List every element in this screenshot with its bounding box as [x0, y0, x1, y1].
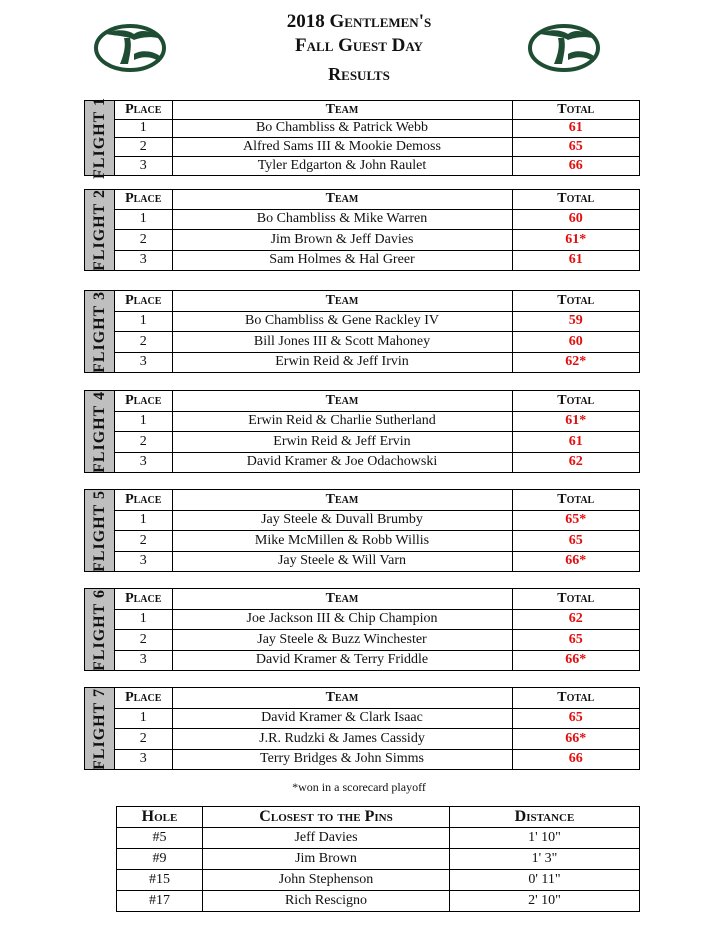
- total-cell: 65: [512, 530, 639, 551]
- flight-label: FLIGHT 2: [90, 189, 108, 271]
- team-header: Team: [172, 688, 512, 708]
- result-row: [115, 411, 639, 431]
- total-header: Total: [512, 391, 639, 411]
- team-cell: Erwin Reid & Jeff Ervin: [172, 431, 512, 452]
- flight-label-band: [85, 688, 115, 769]
- flight-label: FLIGHT 6: [90, 588, 108, 671]
- team-cell: Bo Chambliss & Patrick Webb: [172, 119, 512, 137]
- flight-label-band: [85, 589, 115, 670]
- team-header: Team: [172, 291, 512, 311]
- total-cell: 66: [512, 156, 639, 175]
- team-cell: David Kramer & Joe Odachowski: [172, 452, 512, 472]
- header-row: [115, 688, 639, 708]
- total-cell: 61*: [512, 411, 639, 431]
- place-header: Place: [115, 490, 172, 510]
- place-cell: 1: [115, 209, 172, 229]
- closest-to-pin-table: [116, 806, 640, 912]
- flight-label-band: [85, 190, 115, 270]
- total-header: Total: [512, 101, 639, 119]
- total-cell: 62: [512, 609, 639, 629]
- result-row: [115, 156, 639, 175]
- team-cell: Jay Steele & Duvall Brumby: [172, 510, 512, 530]
- team-cell: Alfred Sams III & Mookie Demoss: [172, 137, 512, 156]
- total-cell: 65*: [512, 510, 639, 530]
- place-header: Place: [115, 589, 172, 609]
- flight-1-table: [84, 97, 640, 179]
- total-cell: 61: [512, 431, 639, 452]
- team-cell: Erwin Reid & Jeff Irvin: [172, 352, 512, 372]
- result-row: [115, 352, 639, 372]
- total-header: Total: [512, 589, 639, 609]
- result-row: [115, 530, 639, 551]
- total-header: Total: [512, 688, 639, 708]
- team-cell: Joe Jackson III & Chip Champion: [172, 609, 512, 629]
- player-cell: Jeff Davies: [203, 828, 450, 849]
- header-row: [115, 490, 639, 510]
- total-cell: 59: [512, 311, 639, 331]
- closest-name-header: Closest to the Pins: [203, 807, 450, 828]
- place-cell: 2: [115, 229, 172, 250]
- team-header: Team: [172, 190, 512, 209]
- team-cell: David Kramer & Clark Isaac: [172, 708, 512, 728]
- distance-cell: 2' 10": [450, 891, 640, 912]
- flight-results: [115, 391, 639, 472]
- place-cell: 2: [115, 137, 172, 156]
- flight-3-table: [84, 290, 640, 373]
- flight-results: [115, 688, 639, 769]
- result-row: [115, 629, 639, 650]
- flight-label: FLIGHT 7: [90, 687, 108, 770]
- total-cell: 66*: [512, 728, 639, 749]
- team-cell: Bill Jones III & Scott Mahoney: [172, 331, 512, 352]
- result-row: [115, 431, 639, 452]
- closest-row: [117, 828, 640, 849]
- header-row: [115, 391, 639, 411]
- place-header: Place: [115, 688, 172, 708]
- title-line-1: 2018 Gentlemen's: [286, 11, 432, 32]
- flight-label: FLIGHT 5: [90, 489, 108, 572]
- flight-2-table: [84, 189, 640, 271]
- place-cell: 1: [115, 609, 172, 629]
- team-header: Team: [172, 589, 512, 609]
- flight-label: FLIGHT 4: [90, 390, 108, 473]
- total-header: Total: [512, 490, 639, 510]
- flight-label-band: [85, 391, 115, 472]
- total-cell: 65: [512, 708, 639, 728]
- result-row: [115, 119, 639, 137]
- place-cell: 1: [115, 311, 172, 331]
- team-cell: Bo Chambliss & Gene Rackley IV: [172, 311, 512, 331]
- team-cell: Jim Brown & Jeff Davies: [172, 229, 512, 250]
- place-cell: 3: [115, 551, 172, 571]
- team-cell: J.R. Rudzki & James Cassidy: [172, 728, 512, 749]
- place-cell: 1: [115, 708, 172, 728]
- hole-cell: #5: [117, 828, 203, 849]
- team-cell: Mike McMillen & Robb Willis: [172, 530, 512, 551]
- result-row: [115, 229, 639, 250]
- total-cell: 61: [512, 119, 639, 137]
- result-row: [115, 331, 639, 352]
- place-cell: 1: [115, 510, 172, 530]
- team-cell: Terry Bridges & John Simms: [172, 749, 512, 769]
- flight-results: [115, 490, 639, 571]
- flight-label-band: [85, 490, 115, 571]
- place-header: Place: [115, 190, 172, 209]
- distance-cell: 1' 3": [450, 849, 640, 870]
- total-cell: 62: [512, 452, 639, 472]
- total-cell: 66: [512, 749, 639, 769]
- team-cell: Jay Steele & Buzz Winchester: [172, 629, 512, 650]
- place-cell: 2: [115, 331, 172, 352]
- team-cell: David Kramer & Terry Friddle: [172, 650, 512, 670]
- result-row: [115, 209, 639, 229]
- result-row: [115, 452, 639, 472]
- place-header: Place: [115, 391, 172, 411]
- total-cell: 60: [512, 331, 639, 352]
- result-row: [115, 311, 639, 331]
- total-cell: 65: [512, 137, 639, 156]
- total-cell: 60: [512, 209, 639, 229]
- distance-cell: 1' 10": [450, 828, 640, 849]
- place-header: Place: [115, 101, 172, 119]
- place-cell: 3: [115, 352, 172, 372]
- result-row: [115, 551, 639, 571]
- flight-6-table: [84, 588, 640, 671]
- total-header: Total: [512, 190, 639, 209]
- closest-row: [117, 849, 640, 870]
- flight-results: [115, 190, 639, 270]
- team-header: Team: [172, 391, 512, 411]
- result-row: [115, 728, 639, 749]
- title-line-2: Fall Guest Day: [295, 35, 423, 56]
- hole-cell: #15: [117, 870, 203, 891]
- place-cell: 2: [115, 728, 172, 749]
- distance-header: Distance: [450, 807, 640, 828]
- header-row: [115, 589, 639, 609]
- team-cell: Erwin Reid & Charlie Sutherland: [172, 411, 512, 431]
- flight-label-band: [85, 97, 115, 179]
- result-row: [115, 250, 639, 270]
- place-cell: 1: [115, 119, 172, 137]
- team-cell: Bo Chambliss & Mike Warren: [172, 209, 512, 229]
- flight-results: [115, 589, 639, 670]
- total-cell: 65: [512, 629, 639, 650]
- total-cell: 66*: [512, 551, 639, 571]
- result-row: [115, 708, 639, 728]
- total-cell: 61*: [512, 229, 639, 250]
- result-row: [115, 609, 639, 629]
- team-header: Team: [172, 490, 512, 510]
- flight-results: [115, 291, 639, 372]
- header-row: [115, 101, 639, 119]
- team-header: Team: [172, 101, 512, 119]
- place-cell: 3: [115, 250, 172, 270]
- place-cell: 2: [115, 431, 172, 452]
- flight-7-table: [84, 687, 640, 770]
- player-cell: Rich Rescigno: [203, 891, 450, 912]
- playoff-footnote: *won in a scorecard playoff: [292, 780, 426, 794]
- place-header: Place: [115, 291, 172, 311]
- total-cell: 61: [512, 250, 639, 270]
- flight-label: FLIGHT 1: [90, 97, 108, 179]
- team-cell: Jay Steele & Will Varn: [172, 551, 512, 571]
- player-cell: Jim Brown: [203, 849, 450, 870]
- place-cell: 3: [115, 749, 172, 769]
- flight-results: [115, 101, 639, 175]
- header-row: [115, 190, 639, 209]
- result-row: [115, 137, 639, 156]
- result-row: [115, 749, 639, 769]
- total-cell: 66*: [512, 650, 639, 670]
- place-cell: 3: [115, 156, 172, 175]
- closest-header-row: [117, 807, 640, 828]
- total-cell: 62*: [512, 352, 639, 372]
- title-line-3: Results: [328, 64, 390, 84]
- place-cell: 1: [115, 411, 172, 431]
- closest-row: [117, 870, 640, 891]
- place-cell: 3: [115, 452, 172, 472]
- club-logo-left: [94, 20, 166, 72]
- closest-row: [117, 891, 640, 912]
- player-cell: John Stephenson: [203, 870, 450, 891]
- flight-4-table: [84, 390, 640, 473]
- place-cell: 3: [115, 650, 172, 670]
- result-row: [115, 650, 639, 670]
- flight-label: FLIGHT 3: [90, 290, 108, 373]
- hole-cell: #17: [117, 891, 203, 912]
- hole-cell: #9: [117, 849, 203, 870]
- hole-header: Hole: [117, 807, 203, 828]
- place-cell: 2: [115, 530, 172, 551]
- header-row: [115, 291, 639, 311]
- flight-label-band: [85, 291, 115, 372]
- total-header: Total: [512, 291, 639, 311]
- team-cell: Sam Holmes & Hal Greer: [172, 250, 512, 270]
- club-logo-right: [528, 20, 600, 72]
- flight-5-table: [84, 489, 640, 572]
- place-cell: 2: [115, 629, 172, 650]
- distance-cell: 0' 11": [450, 870, 640, 891]
- result-row: [115, 510, 639, 530]
- team-cell: Tyler Edgarton & John Raulet: [172, 156, 512, 175]
